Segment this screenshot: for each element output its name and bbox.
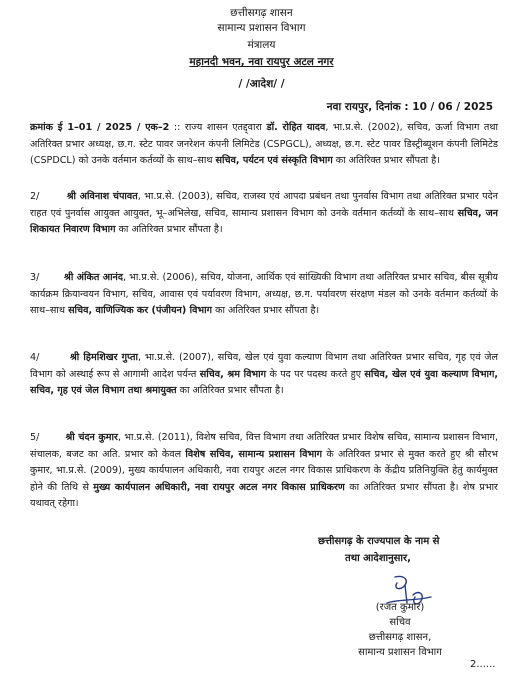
officer-name: श्री अंकित आनंद <box>64 272 123 283</box>
officer-name: श्री अविनाश चंपावत <box>66 191 138 202</box>
paragraph-text: , भा.प्र.से. (2003), सचिव, राजस्व एवं आपदा प्रबंधन तथा पुनर्वास विभाग तथा अतिरिक्त प्रभार पदेन राहत एवं पुनर्वास आयुक्त आयुक्त, भू–अभिलेख, सचिव, सामान्य प्रशासन विभाग को उनके वर्तमान कर्तव्यों के साथ–साथ <box>30 191 498 219</box>
header-address: महानदी भवन, नवा रायपुर अटल नगर <box>189 56 334 68</box>
paragraph-2 <box>30 189 498 239</box>
paragraph-text: का अतिरिक्त प्रभार सौंपता है। <box>115 224 223 236</box>
signatory-department: सामान्य प्रशासन विभाग <box>358 647 442 658</box>
paragraph-text: , भा.प्र.से. (2002), सचिव, ऊर्जा विभाग तथा अतिरिक्त प्रभार अध्यक्ष, छ.ग. स्टेट पावर जनरेशन कंपनी लिमिटेड (CSPGCL), अध्यक्ष, छ.ग. स्टेट पावर डिस्ट्रीब्यूशन कंपनी लिमिटेड (CSPDCL) को उनके वर्तमान कर्तव्यों के साथ–साथ <box>30 122 498 167</box>
officer-name: श्री हिमशिखर गुप्ता <box>70 352 138 363</box>
assigned-post: सचिव, श्रम विभाग <box>199 368 267 380</box>
paragraph-number: 5/ <box>30 432 40 443</box>
order-date: नवा रायपुर, दिनांक : 10 / 06 / 2025 <box>326 101 493 113</box>
order-title: / /आदेश/ / <box>238 78 285 90</box>
page-number: 2...... <box>470 659 496 670</box>
assigned-post: सचिव, जन शिकायत निवारण विभाग <box>30 207 499 236</box>
signatory-name: (रजत कुमार) <box>375 602 425 613</box>
paragraph-text: का अतिरिक्त प्रभार सौंपता है। <box>332 155 440 167</box>
header-department: सामान्य प्रशासन विभाग <box>217 22 306 34</box>
paragraph-text: के पद पर पदस्थ करते हुए <box>266 368 365 380</box>
paragraph-text: का अतिरिक्त प्रभार सौंपता है। शेष प्रभार यथावत् रहेगा। <box>30 481 498 510</box>
paragraph-3 <box>30 270 498 320</box>
paragraph-4 <box>30 350 498 400</box>
order-number: क्रमांक ई 1–01 / 2025 / एक–2 <box>30 122 170 133</box>
paragraph-number: 4/ <box>30 352 40 363</box>
signatory-block <box>340 600 460 660</box>
closing-line-2: तथा आदेशानुसार, <box>345 553 411 564</box>
paragraph-text: , भा.प्र.से. (2006), सचिव, योजना, आर्थिक एवं सांख्यिकी विभाग तथा अतिरिक्त प्रभार सचिव, बीस सूत्रीय कार्यक्रम क्रियान्वयन विभाग, सचिव, आवास एवं पर्यावरण विभाग, अध्यक्ष, छ.ग. पर्यावरण संरक्षण मंडल को उनके वर्तमान कर्तव्यों के साथ–साथ <box>30 272 498 317</box>
paragraph-text: :: राज्य शासन एतद्द्वारा <box>169 122 267 133</box>
officer-name: श्री चंदन कुमार <box>65 432 118 443</box>
paragraph-text: के अतिरिक्त प्रभार से मुक्त करते हुए श्री सौरभ कुमार, भा.प्र.से. (2009), मुख्य कार्यपालन अधिकारी, नवा रायपुर अटल नगर विकास प्राधिकरण के केंद्रीय प्रतिनियुक्ति हेतु कार्यमुक्त होने की तिथि से <box>30 448 499 493</box>
relieved-post: विशेष सचिव, सामान्य प्रशासन विभाग <box>185 448 323 460</box>
assigned-post: सचिव, वाणिज्यिक कर (पंजीयन) विभाग <box>68 305 213 317</box>
paragraph-text: , भा.प्र.से. (2011), विशेष सचिव, वित्त विभाग तथा अतिरिक्त प्रभार विशेष सचिव, सामान्य प्रशासन विभाग, संचालक, बजट का अति. प्रभार को केवल <box>30 432 498 460</box>
header-ministry: मंत्रालय <box>247 39 276 51</box>
signatory-org: छत्तीसगढ़ शासन, <box>368 632 432 643</box>
assigned-post: सचिव, पर्यटन एवं संस्कृति विभाग <box>215 155 333 167</box>
paragraph-text: का अतिरिक्त प्रभार सौंपता है। <box>212 305 320 317</box>
paragraph-text: , भा.प्र.से. (2007), सचिव, खेल एवं युवा कल्याण विभाग तथा अतिरिक्त प्रभार सचिव, गृह एवं जेल विभाग को अस्थाई रूप से आगामी आदेश पर्यन्त <box>30 352 498 380</box>
signatory-designation: सचिव <box>389 617 411 628</box>
paragraph-text: का अतिरिक्त प्रभार सौंपता है। <box>176 385 284 397</box>
header-government: छत्तीसगढ़ शासन <box>230 7 293 19</box>
paragraph-5 <box>30 430 498 513</box>
officer-name: डॉ. रोहित यादव <box>266 122 326 133</box>
closing-line-1: छत्तीसगढ़ के राज्यपाल के नाम से <box>318 536 440 547</box>
paragraph-number: 3/ <box>30 272 40 283</box>
additional-post: मुख्य कार्यपालन अधिकारी, नवा रायपुर अटल नगर विकास प्राधिकरण <box>93 481 345 493</box>
paragraph-1 <box>30 120 498 170</box>
paragraph-number: 2/ <box>30 191 40 202</box>
additional-post: सचिव, खेल एवं युवा कल्याण विभाग, सचिव, गृह एवं जेल विभाग तथा श्रमायुक्त <box>30 368 499 397</box>
